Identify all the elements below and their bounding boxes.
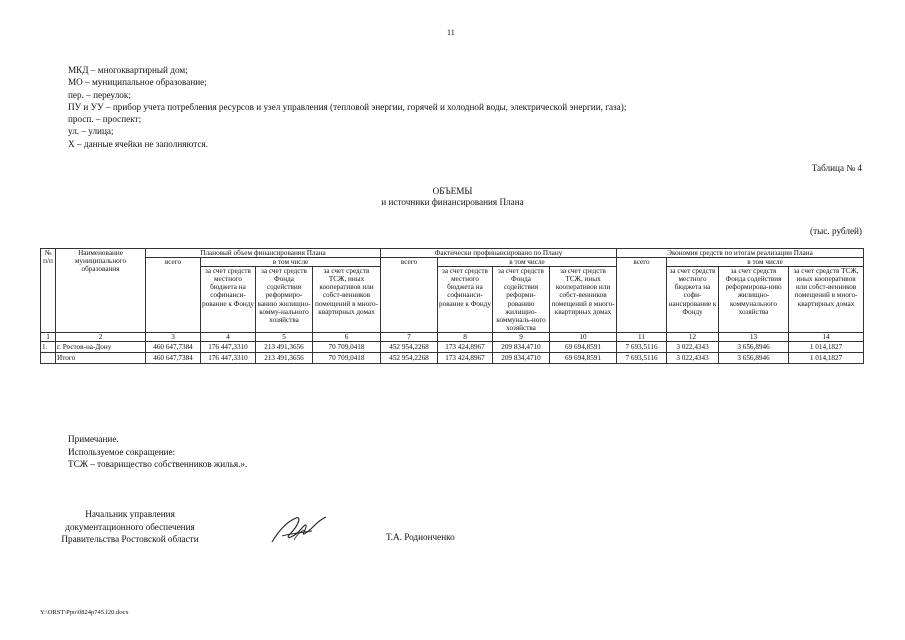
header-total: всего (381, 258, 438, 333)
table-cell: 176 447,3310 (201, 353, 256, 364)
table-cell (41, 353, 56, 364)
abbreviation-item: МО – муниципальное образование; (68, 77, 207, 88)
table-cell: 3 022,4343 (667, 353, 719, 364)
header-sub-owners: за счет средств ТСЖ, иных кооперативов или собст-венников помещений в много-квартирных домах (789, 267, 864, 333)
header-number: № п/п (41, 249, 56, 333)
table-cell: 7 693,5116 (617, 353, 667, 364)
abbreviation-item: Х – данные ячейки не заполняются. (68, 138, 208, 149)
header-sub-fund: за счет средств Фонда содействия реформи-рованию жилищно-коммуналь-ного хозяйства (493, 267, 550, 333)
page-number: 11 (447, 28, 455, 37)
column-number: 5 (256, 332, 313, 342)
table-cell: 1 014,1827 (789, 353, 864, 364)
column-number: 12 (667, 332, 719, 342)
header-including: в том числе (201, 258, 381, 267)
table-cell: 173 424,8967 (438, 353, 493, 364)
table-cell: 460 647,7384 (146, 353, 201, 364)
table-cell: 69 694,8591 (550, 353, 617, 364)
header-planned: Плановый объем финансирования Плана (146, 249, 381, 258)
header-sub-fund: за счет средств Фонда содействия реформиро-ванию жилищно-комму-нального хозяйства (256, 267, 313, 333)
table-cell: 460 647,7384 (146, 342, 201, 353)
handwritten-signature (268, 512, 328, 553)
header-total: всего (146, 258, 201, 333)
abbreviation-item: МКД – многоквартирный дом; (68, 65, 188, 75)
title-line: ОБЪЕМЫ (432, 186, 473, 196)
footer-file-path: Y:\ORST\Ppo\0824p745.f20.docx (40, 609, 129, 616)
signatory-line: Начальник управления (85, 509, 175, 519)
column-number: 4 (201, 332, 256, 342)
title-line: и источники финансирования Плана (381, 197, 524, 207)
header-total: всего (617, 258, 667, 333)
table-cell: Итого (56, 353, 146, 364)
header-savings: Экономия средств по итогам реализации Плана (617, 249, 864, 258)
table-cell: 1 014,1827 (789, 342, 864, 353)
header-sub-owners: за счет средств ТСЖ, иных кооперативов или собст-венников помещений в много-квартирных домах (550, 267, 617, 333)
abbreviation-item: ПУ и УУ – прибор учета потребления ресурсов и узел управления (тепловой энергии, горячей и холодной воды, электрической энергии, газа); (68, 101, 627, 112)
table-cell: г. Ростов-на-Дону (56, 342, 146, 353)
column-number: 2 (56, 332, 146, 342)
header-sub-local-budget: за счет средств местного бюджета на софи-нансирование к Фонду (667, 267, 719, 333)
table-cell: 70 709,0418 (313, 342, 381, 353)
abbreviation-list (68, 64, 626, 150)
table-cell: 452 954,2268 (381, 342, 438, 353)
table-cell: 70 709,0418 (313, 353, 381, 364)
column-number: 7 (381, 332, 438, 342)
table-cell: 7 693,5116 (617, 342, 667, 353)
column-number: 11 (617, 332, 667, 342)
table-cell: 69 694,8591 (550, 342, 617, 353)
financing-table (40, 248, 864, 364)
header-including: в том числе (438, 258, 617, 267)
table-cell: 209 834,4710 (493, 342, 550, 353)
notes-abbr-heading: Используемое сокращение: (68, 446, 176, 457)
notes (68, 433, 247, 471)
table-row (41, 342, 864, 353)
header-including: в том числе (667, 258, 864, 267)
table-cell: 213 491,3656 (256, 353, 313, 364)
signatory-position (40, 508, 220, 546)
abbreviation-item: просп. – проспект; (68, 114, 142, 125)
table-cell: 176 447,3310 (201, 342, 256, 353)
column-number: 6 (313, 332, 381, 342)
column-number: 1 (41, 332, 56, 342)
signatory-line: документационного обеспечения (65, 521, 195, 532)
header-sub-local-budget: за счет средств местного бюджета на софинанси-рование к Фонду (201, 267, 256, 333)
column-number: 10 (550, 332, 617, 342)
column-number: 9 (493, 332, 550, 342)
table-cell: 213 491,3656 (256, 342, 313, 353)
signatory-line: Правительства Ростовской области (61, 534, 199, 544)
header-sub-owners: за счет средств ТСЖ, иных кооперативов или собст-венников помещений в много-квартирных домах (313, 267, 381, 333)
table-cell: 3 656,8946 (719, 353, 789, 364)
units-label: (тыс. рублей) (810, 226, 862, 236)
table-cell: 452 954,2268 (381, 353, 438, 364)
column-number: 8 (438, 332, 493, 342)
table-row-total (41, 353, 864, 364)
table-cell: 173 424,8967 (438, 342, 493, 353)
header-municipality: Наименование муниципального образования (56, 249, 146, 333)
signatory-name: Т.А. Родионченко (386, 532, 455, 542)
document-title (0, 186, 905, 208)
abbreviation-item: ул. – улица; (68, 126, 114, 137)
column-number: 13 (719, 332, 789, 342)
column-number: 14 (789, 332, 864, 342)
header-actual: Фактически профинансировано по Плану (381, 249, 617, 258)
header-sub-fund: за счет средств Фонда содействия реформирова-нию жилищно-коммунального хозяйства (719, 267, 789, 333)
table-cell: 209 834,4710 (493, 353, 550, 364)
table-label: Таблица № 4 (811, 163, 862, 173)
notes-abbr: ТСЖ – товарищество собственников жилья.». (68, 459, 248, 469)
column-number: 3 (146, 332, 201, 342)
header-sub-local-budget: за счет средств местного бюджета на софинанси-рование к Фонду (438, 267, 493, 333)
table-cell: 3 022,4343 (667, 342, 719, 353)
notes-heading: Примечание. (68, 434, 119, 444)
table-cell: 3 656,8946 (719, 342, 789, 353)
table-cell: 1. (41, 342, 56, 353)
column-numbers-row (41, 332, 864, 342)
abbreviation-item: пер. – переулок; (68, 89, 131, 100)
